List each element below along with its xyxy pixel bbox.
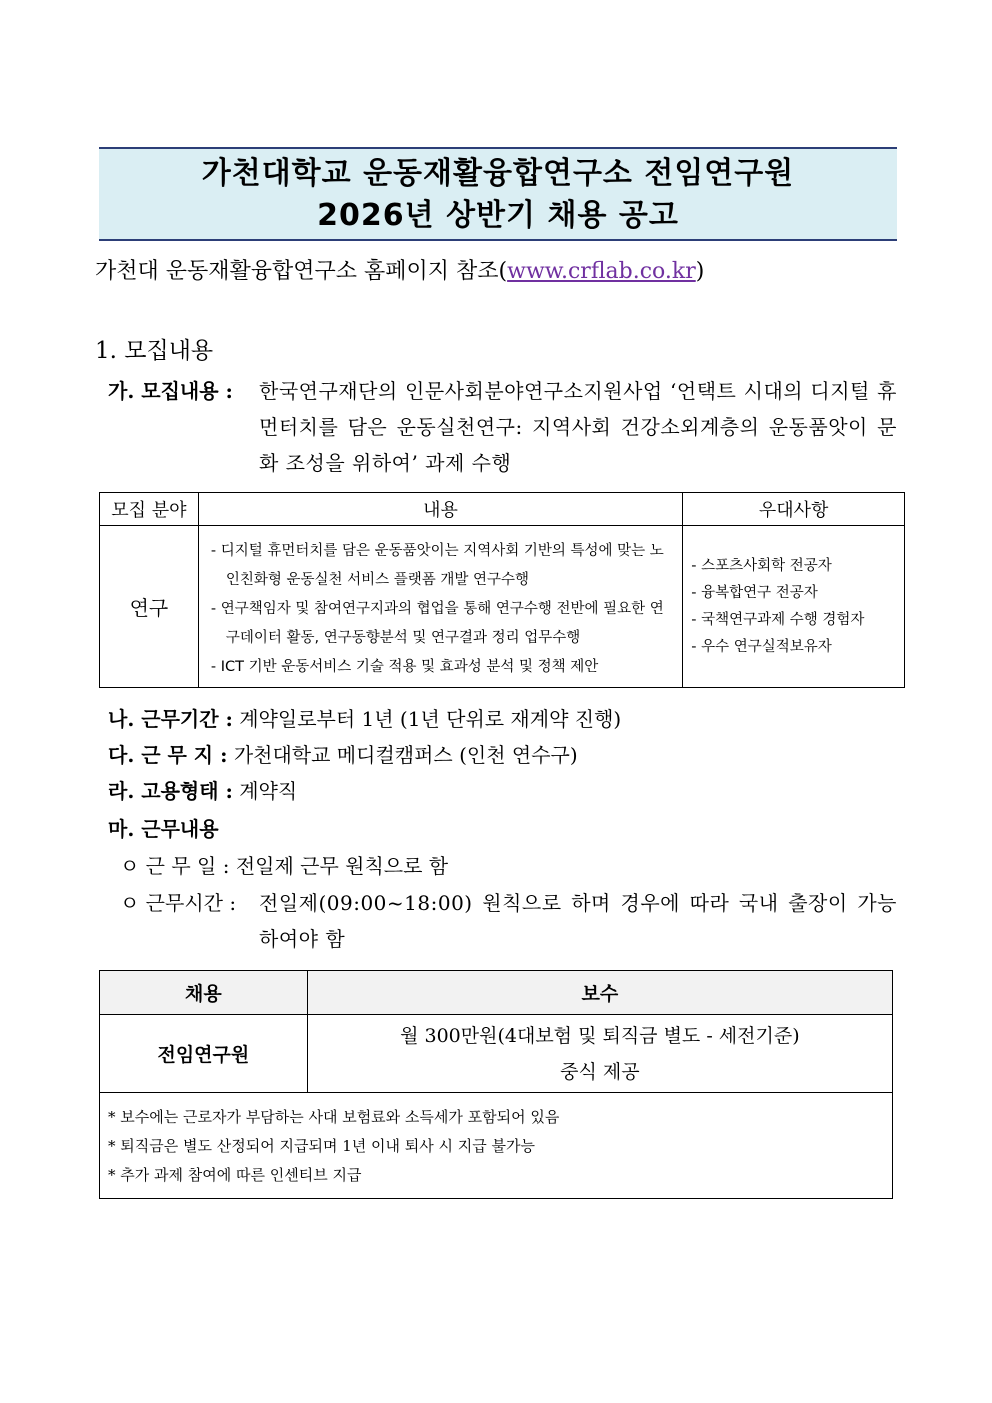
employment-value: 계약직 — [239, 779, 298, 803]
workdays-line — [120, 848, 448, 884]
preference-item: - 우수 연구실적보유자 — [691, 638, 832, 655]
header-pay: 보수 — [307, 971, 892, 1015]
content-cell — [198, 526, 682, 688]
preference-item: - 융복합연구 전공자 — [691, 584, 818, 601]
header-content: 내용 — [198, 493, 682, 526]
preference-item: - 스포츠사회학 전공자 — [691, 557, 832, 574]
preference-cell — [683, 526, 905, 688]
note-item: * 퇴직금은 별도 산정되어 지급되며 1년 이내 퇴사 시 지급 불가능 — [108, 1137, 535, 1155]
title-banner — [99, 147, 897, 241]
workhours-label-line — [120, 885, 236, 921]
table-row — [100, 1093, 893, 1199]
reference-prefix: 가천대 운동재활융합연구소 홈페이지 참조( — [95, 259, 508, 284]
table-row — [100, 1015, 893, 1093]
employment-line — [108, 773, 297, 809]
homepage-reference — [95, 255, 704, 289]
pay-cell — [307, 1015, 892, 1093]
header-field: 모집 분야 — [100, 493, 199, 526]
workhours-value: 전일제(09:00~18:00) 원칙으로 하며 경우에 따라 국내 출장이 가능하여야 함 — [259, 891, 897, 951]
preference-item: - 국책연구과제 수행 경험자 — [691, 611, 865, 628]
table-row — [100, 526, 905, 688]
recruitment-table — [99, 492, 905, 688]
recruit-description: 한국연구재단의 인문사회분야연구소지원사업 ‘언택트 시대의 디지털 휴먼터치를 담은 운동실천연구: 지역사회 건강소외계층의 운동품앗이 문화 조성을 위하여’ 과제 수행 — [259, 379, 897, 475]
period-label: 나. 근무기간 : — [108, 707, 233, 731]
recruit-label-text: 가. 모집내용 : — [108, 379, 233, 403]
content-item: - 디지털 휴먼터치를 담은 운동품앗이는 지역사회 기반의 특성에 맞는 노인친화형 운동실천 서비스 플랫폼 개발 연구수행 — [210, 543, 664, 588]
title-line-1: 가천대학교 운동재활융합연구소 전임연구원 — [201, 156, 795, 191]
location-label: 다. 근 무 지 : — [108, 743, 228, 767]
note-item: * 보수에는 근로자가 부담하는 사대 보험료와 소득세가 포함되어 있음 — [108, 1108, 560, 1126]
workhours-label: ㅇ 근무시간 : — [120, 891, 237, 915]
workdays-value: 전일제 근무 원칙으로 함 — [235, 854, 449, 878]
location-value: 가천대학교 메디컬캠퍼스 (인천 연수구) — [233, 743, 578, 767]
work-heading — [108, 811, 219, 847]
header-hire: 채용 — [100, 971, 308, 1015]
homepage-link[interactable]: www.crflab.co.kr — [507, 259, 696, 284]
title-line-2: 2026년 상반기 채용 공고 — [317, 198, 679, 233]
header-preference: 우대사항 — [683, 493, 905, 526]
workdays-label: ㅇ 근 무 일 : — [120, 854, 230, 878]
section-heading: 1. 모집내용 — [95, 338, 214, 364]
work-label: 마. 근무내용 — [108, 817, 219, 841]
table-header-row — [100, 493, 905, 526]
table-header-row — [100, 971, 893, 1015]
content-item: - ICT 기반 운동서비스 기술 적용 및 효과성 분석 및 정책 제안 — [210, 659, 599, 675]
reference-suffix: ) — [695, 259, 705, 284]
period-value: 계약일로부터 1년 (1년 단위로 재계약 진행) — [239, 707, 622, 731]
location-line — [108, 737, 578, 773]
salary-table — [99, 970, 893, 1199]
content-item: - 연구책임자 및 참여연구지과의 협업을 통해 연구수행 전반에 필요한 연구데이터 활동, 연구동향분석 및 연구결과 정리 업무수행 — [210, 601, 664, 646]
employment-label: 라. 고용형태 : — [108, 779, 233, 803]
notes-cell — [100, 1093, 893, 1199]
pay-amount: 월 300만원(4대보험 및 퇴직금 별도 - 세전기준) — [400, 1024, 800, 1047]
note-item: * 추가 과제 참여에 따른 인센티브 지급 — [108, 1166, 362, 1184]
pay-meal: 중식 제공 — [560, 1060, 640, 1083]
recruit-label — [108, 373, 233, 409]
category-cell: 연구 — [100, 526, 199, 688]
role-cell: 전임연구원 — [100, 1015, 308, 1093]
period-line — [108, 701, 621, 737]
